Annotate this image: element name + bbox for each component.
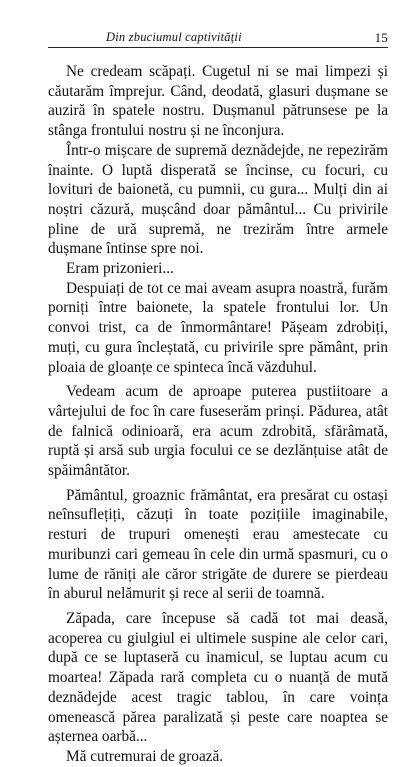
- header-rule: [48, 47, 388, 48]
- paragraph: Ne credeam scăpați. Cugetul ni se mai limpezi și căutarăm împrejur. Când, deodată, glasuri dușmane se auziră în spatele nostru. Dușmanul pătrunsese pe la stânga frontului nostru și ne înconjura.: [48, 63, 388, 140]
- paragraph: Vedeam acum de aproape puterea pustiitoare a vârtejului de foc în care fuseserăm prinși. Pădurea, atât de falnică odinioară, era acum zdrobită, sfărâmată, ruptă și arsă sub urgia focului ce se dezlănțuise atât de spăimântător.: [48, 383, 388, 480]
- running-head-title: Din zbuciumul captivității: [106, 30, 242, 44]
- running-head: [48, 30, 388, 46]
- page-number: 15: [374, 30, 388, 45]
- paragraph: Eram prizonieri...: [66, 260, 174, 278]
- body-text: [48, 62, 388, 767]
- paragraph: Într-o mișcare de supremă deznădejde, ne repezirăm înainte. O luptă disperată se încinse, cu focuri, cu lovituri de baionetă, cu pumnii, cu gura... Mulți din ai noștri căzură, mușcând doar pământul... Cu privirile pline de ură supremă, ne trezirăm între armele dușmane întinse spre noi.: [48, 141, 388, 258]
- paragraph: Mă cutremurai de groază.: [66, 747, 224, 765]
- paragraph: Zăpada, care începuse să cadă tot mai deasă, acoperea cu giulgiul ei ultimele suspine ale celor cari, după ce se luptaseră cu inamicul, se luptau acum cu moartea! Zăpada rară completa cu o nuanță de mută deznădejde acest tragic tablou, în care voința omenească părea paralizată și peste care noaptea se așternea oarbă...: [48, 609, 388, 746]
- paragraph: Despuiați de tot ce mai aveam asupra noastră, furăm porniți între baionete, la spatele frontului lor. Un convoi trist, ca de înmormântare! Pășeam zdrobiți, muți, cu gura încleștată, cu privirile spre pământ, prin ploaia de gloanțe ce spinteca încă văzduhul.: [48, 279, 388, 376]
- paragraph: Pământul, groaznic frământat, era presărat cu ostași neînsuflețiți, căzuți în toate pozițiile imaginabile, resturi de trupuri omenești erau amestecate cu muribunzi cari gemeau în cele din urmă spasmuri, cu o lume de răniți ale căror strigăte de durere se pierdeau în aburul nelămurit și rece al serii de toamnă.: [48, 486, 388, 603]
